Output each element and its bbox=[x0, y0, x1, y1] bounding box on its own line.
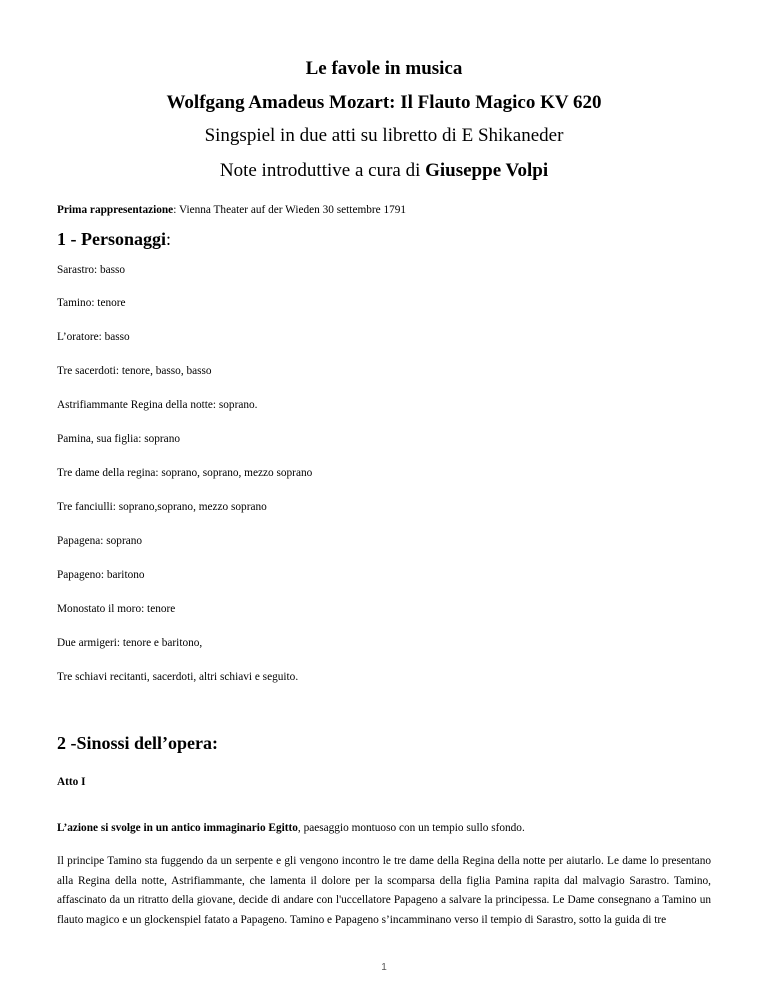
setting-line bbox=[57, 822, 525, 834]
character-item: L’oratore: basso bbox=[57, 331, 130, 343]
character-item: Tre dame della regina: soprano, soprano, mezzo soprano bbox=[57, 467, 313, 479]
synopsis-paragraph: Il principe Tamino sta fuggendo da un serpente e gli vengono incontro le tre dame della Regina della notte per aiutarlo. Le dame lo presentano alla Regina della notte, Astrifiammante, che lamenta il dolore per la scomparsa della figlia Pamina rapita dal malvagio Sarastro. Tamino, affascinato da un ritratto della giovane, decide di andare con l'uccellatore Papageno a salvare la principessa. Le Dame consegnano a Tamino un flauto magico e un glockenspiel fatato a Papageno. Tamino e Papageno s’incamminano verso il tempio di Sarastro, sotto la guida di tre bbox=[57, 855, 711, 926]
setting-bold: L’azione si svolge in un antico immaginario Egitto bbox=[57, 822, 298, 834]
character-item: Pamina, sua figlia: soprano bbox=[57, 433, 180, 445]
character-item: Papagena: soprano bbox=[57, 535, 143, 547]
work-title: Wolfgang Amadeus Mozart: Il Flauto Magico KV 620 bbox=[166, 92, 602, 113]
character-item: Papageno: baritono bbox=[57, 569, 145, 581]
author-line bbox=[0, 160, 768, 182]
premiere-line bbox=[57, 204, 406, 216]
character-item: Tre sacerdoti: tenore, basso, basso bbox=[57, 365, 212, 377]
author-name: Giuseppe Volpi bbox=[425, 160, 549, 181]
document-title: Le favole in musica bbox=[305, 58, 463, 79]
setting-rest: , paesaggio montuoso con un tempio sullo sfondo. bbox=[297, 822, 525, 834]
character-item: Tre schiavi recitanti, sacerdoti, altri schiavi e seguito. bbox=[57, 671, 299, 683]
work-subtitle: Singspiel in due atti su libretto di E Shikaneder bbox=[204, 125, 564, 146]
character-item: Tre fanciulli: soprano,soprano, mezzo soprano bbox=[57, 501, 267, 513]
character-item: Astrifiammante Regina della notte: soprano. bbox=[57, 399, 258, 411]
page-number: 1 bbox=[381, 962, 387, 973]
premiere-text: : Vienna Theater auf der Wieden 30 settembre 1791 bbox=[173, 204, 407, 216]
author-prefix: Note introduttive a cura di bbox=[219, 160, 426, 181]
character-item: Due armigeri: tenore e baritono, bbox=[57, 637, 203, 649]
character-item: Tamino: tenore bbox=[57, 297, 126, 309]
section-heading-synopsis: 2 -Sinossi dell’opera: bbox=[57, 733, 219, 753]
section-heading-characters: 1 - Personaggi: bbox=[57, 229, 171, 249]
premiere-label: Prima rappresentazione bbox=[57, 204, 174, 216]
character-item: Sarastro: basso bbox=[57, 264, 126, 276]
character-item: Monostato il moro: tenore bbox=[57, 603, 176, 615]
act-heading: Atto I bbox=[57, 776, 86, 788]
